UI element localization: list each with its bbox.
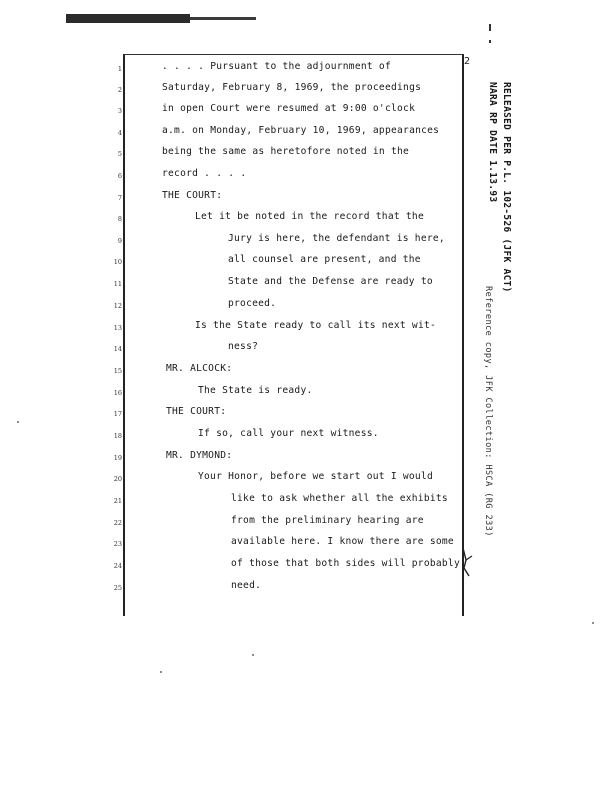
line-number: 1 bbox=[117, 65, 122, 73]
transcript-line: from the preliminary hearing are bbox=[231, 515, 424, 526]
transcript-line: Your Honor, before we start out I would bbox=[198, 471, 434, 482]
speaker-label: THE COURT: bbox=[162, 190, 223, 201]
speaker-label: THE COURT: bbox=[166, 406, 227, 417]
transcript-line: . . . . Pursuant to the adjournment of bbox=[162, 61, 391, 72]
line-number: 11 bbox=[113, 280, 122, 288]
line-number: 10 bbox=[113, 258, 122, 266]
transcript-line: Let it be noted in the record that the bbox=[195, 211, 424, 222]
page-number: 2 bbox=[464, 56, 471, 67]
transcript-line: like to ask whether all the exhibits bbox=[231, 493, 448, 504]
line-number: 22 bbox=[113, 519, 122, 527]
line-number: 9 bbox=[117, 237, 122, 245]
transcript-line: proceed. bbox=[228, 298, 277, 309]
scan-artifact-bar-thin bbox=[190, 17, 256, 20]
transcript-page-frame bbox=[123, 54, 464, 616]
line-number: 12 bbox=[113, 302, 122, 310]
speaker-label: MR. DYMOND: bbox=[166, 450, 233, 461]
scan-artifact-bar bbox=[66, 14, 190, 23]
transcript-line: record . . . . bbox=[162, 168, 247, 179]
line-number: 24 bbox=[113, 562, 122, 570]
transcript-line: being the same as heretofore noted in the bbox=[162, 146, 410, 157]
line-number: 23 bbox=[113, 540, 122, 548]
reference-copy-note: Reference copy, JFK Collection: HSCA (RG 233) bbox=[483, 286, 493, 537]
line-number: 25 bbox=[113, 584, 122, 592]
transcript-line: in open Court were resumed at 9:00 o'clock bbox=[162, 103, 416, 114]
scan-speck bbox=[252, 654, 254, 656]
line-number: 7 bbox=[117, 194, 122, 202]
scan-speck bbox=[592, 622, 594, 624]
line-number: 5 bbox=[117, 150, 122, 158]
line-number: 19 bbox=[113, 454, 122, 462]
scan-speck bbox=[160, 671, 162, 673]
transcript-line: all counsel are present, and the bbox=[228, 254, 421, 265]
transcript-line: ness? bbox=[228, 341, 259, 352]
transcript-line: State and the Defense are ready to bbox=[228, 276, 433, 287]
line-number: 15 bbox=[113, 367, 122, 375]
release-stamp-line-2: NARA RP DATE 1.13.93 bbox=[487, 82, 498, 203]
line-number: 14 bbox=[113, 345, 122, 353]
transcript-line: If so, call your next witness. bbox=[198, 428, 379, 439]
line-number: 18 bbox=[113, 432, 122, 440]
line-number: 6 bbox=[117, 172, 122, 180]
release-stamp-line-1: RELEASED PER P.L. 102-526 (JFK ACT) bbox=[501, 82, 512, 293]
line-number: 2 bbox=[117, 86, 122, 94]
line-number: 3 bbox=[117, 107, 122, 115]
line-number: 20 bbox=[113, 475, 122, 483]
line-number: 16 bbox=[113, 389, 122, 397]
speaker-label: MR. ALCOCK: bbox=[166, 363, 233, 374]
scan-tick-mark bbox=[489, 24, 491, 31]
scan-speck bbox=[17, 421, 19, 423]
transcript-line: available here. I know there are some bbox=[231, 536, 454, 547]
transcript-line: of those that both sides will probably bbox=[231, 558, 460, 569]
pen-arrow-mark bbox=[460, 546, 476, 580]
line-number: 4 bbox=[117, 129, 122, 137]
transcript-line: Jury is here, the defendant is here, bbox=[228, 233, 445, 244]
line-number: 8 bbox=[117, 215, 122, 223]
line-number: 13 bbox=[113, 324, 122, 332]
scan-tick-mark bbox=[489, 40, 491, 43]
transcript-line: a.m. on Monday, February 10, 1969, appearances bbox=[162, 125, 440, 136]
line-number: 21 bbox=[113, 497, 122, 505]
transcript-line: The State is ready. bbox=[198, 385, 313, 396]
line-number: 17 bbox=[113, 410, 122, 418]
transcript-line: Is the State ready to call its next wit- bbox=[195, 320, 437, 331]
transcript-line: need. bbox=[231, 580, 262, 591]
transcript-line: Saturday, February 8, 1969, the proceedings bbox=[162, 82, 422, 93]
